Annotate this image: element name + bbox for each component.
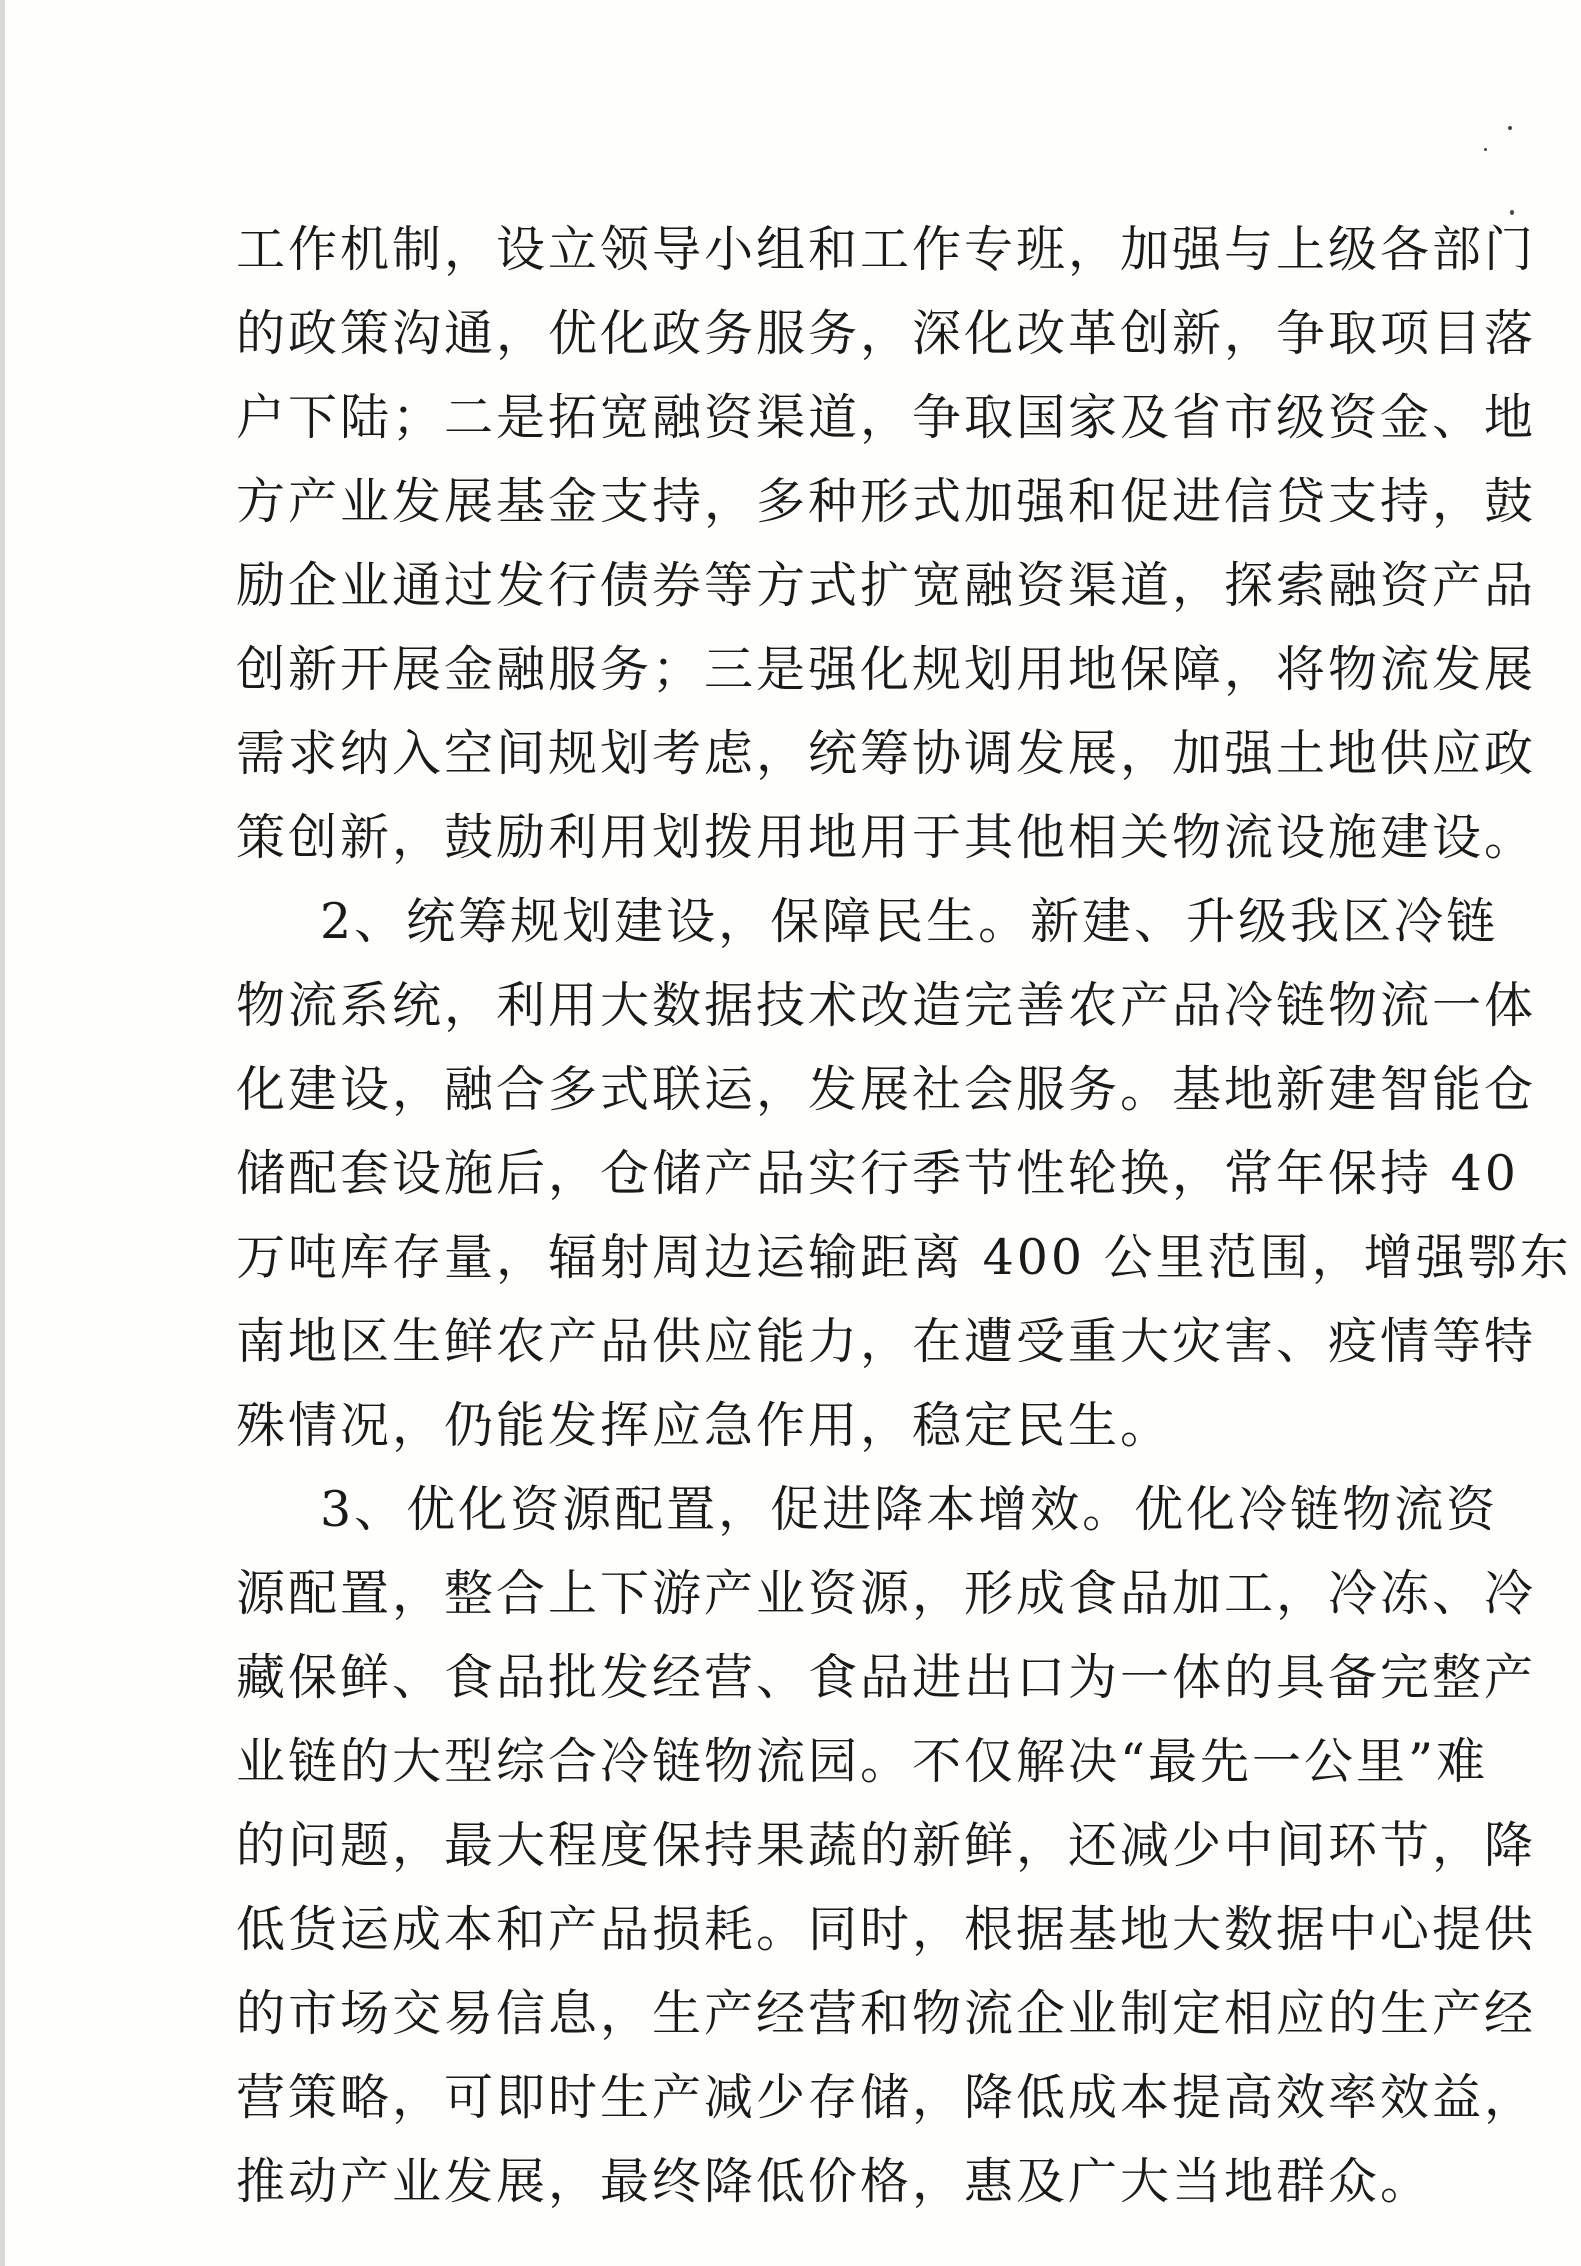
scan-edge-shadow [0,0,5,2266]
text-line: 户下陆；二是拓宽融资渠道，争取国家及省市级资金、地 [236,389,1537,446]
document-body [236,208,1572,2224]
text-line: 需求纳入空间规划考虑，统筹协调发展，加强土地供应政 [236,725,1537,782]
text-line: 创新开展金融服务；三是强化规划用地保障，将物流发展 [236,641,1537,698]
text-line: 业链的大型综合冷链物流园。不仅解决“最先一公里”难 [236,1733,1489,1790]
text-line: 2、统筹规划建设，保障民生。新建、升级我区冷链 [320,893,1499,950]
text-line: 殊情况，仍能发挥应急作用，稳定民生。 [236,1397,1173,1454]
paragraph-1 [236,208,1537,880]
text-line: 源配置，整合上下游产业资源，形成食品加工，冷冻、冷 [236,1565,1537,1622]
text-line: 3、优化资源配置，促进降本增效。优化冷链物流资 [320,1481,1499,1538]
scan-speck [1510,210,1514,215]
text-line: 励企业通过发行债券等方式扩宽融资渠道，探索融资产品 [236,557,1537,614]
text-line: 万吨库存量，辐射周边运输距离 400 公里范围，增强鄂东 [236,1229,1572,1286]
text-line: 低货运成本和产品损耗。同时，根据基地大数据中心提供 [236,1901,1537,1958]
paragraph-2 [236,880,1572,1468]
scan-speck [1508,126,1512,130]
scan-speck [1484,148,1487,151]
text-line: 的问题，最大程度保持果蔬的新鲜，还减少中间环节，降 [236,1817,1537,1874]
text-line: 的市场交易信息，生产经营和物流企业制定相应的生产经 [236,1985,1537,2042]
text-line: 化建设，融合多式联运，发展社会服务。基地新建智能仓 [236,1061,1537,1118]
text-line: 工作机制，设立领导小组和工作专班，加强与上级各部门 [236,221,1537,278]
text-line: 策创新，鼓励利用划拨用地用于其他相关物流设施建设。 [236,809,1537,866]
text-line: 的政策沟通，优化政务服务，深化改革创新，争取项目落 [236,305,1537,362]
text-line: 藏保鲜、食品批发经营、食品进出口为一体的具备完整产 [236,1649,1537,1706]
text-line: 方产业发展基金支持，多种形式加强和促进信贷支持，鼓 [236,473,1537,530]
text-line: 推动产业发展，最终降低价格，惠及广大当地群众。 [236,2153,1433,2210]
text-line: 南地区生鲜农产品供应能力，在遭受重大灾害、疫情等特 [236,1313,1537,1370]
text-line: 储配套设施后，仓储产品实行季节性轮换，常年保持 40 [236,1145,1519,1202]
paragraph-3 [236,1468,1537,2224]
text-line: 营策略，可即时生产减少存储，降低成本提高效率效益， [236,2069,1537,2126]
text-line: 物流系统，利用大数据技术改造完善农产品冷链物流一体 [236,977,1537,1034]
